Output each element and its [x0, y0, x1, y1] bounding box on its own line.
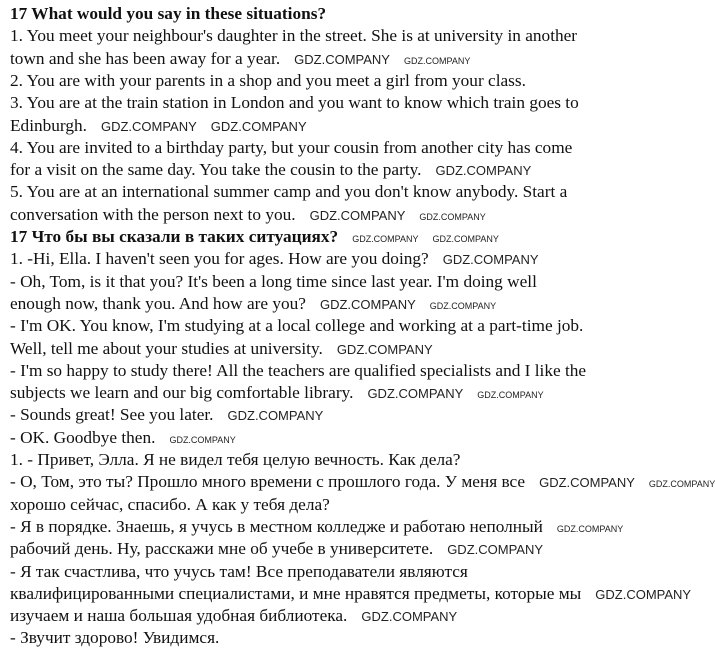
line-text: 2. You are with your parents in a shop and you meet a girl from your class.	[10, 70, 526, 90]
line-text: - Sounds great! See you later.	[10, 405, 214, 425]
watermark: GDZ.COMPANY	[477, 390, 544, 401]
line-text: Edinburgh.	[10, 115, 87, 135]
text-line	[10, 181, 567, 203]
text-line	[10, 538, 543, 560]
line-text: 17 What would you say in these situations?	[10, 4, 327, 23]
line-text: subjects we learn and our big comfortable library.	[10, 383, 354, 403]
watermark: GDZ.COMPANY	[556, 523, 624, 534]
watermark: GDZ.COMPANY	[294, 51, 390, 67]
watermark: GDZ.COMPANY	[447, 542, 544, 558]
watermark: GDZ.COMPANY	[169, 434, 236, 445]
text-line	[10, 315, 583, 337]
line-text: хорошо сейчас, спасибо. А как у тебя дела?	[10, 494, 330, 514]
text-line	[10, 404, 323, 426]
line-text: - Я так счастлива, что учусь там! Все преподаватели являются	[10, 561, 468, 581]
watermark: GDZ.COMPANY	[100, 118, 197, 134]
text-line	[10, 516, 623, 538]
watermark: GDZ.COMPANY	[336, 341, 433, 357]
section-title	[10, 3, 326, 25]
watermark: GDZ.COMPANY	[595, 586, 692, 602]
text-line	[10, 159, 531, 181]
text-line	[10, 48, 470, 70]
text-line	[10, 605, 457, 627]
watermark: GDZ.COMPANY	[442, 252, 539, 268]
text-line	[10, 382, 544, 404]
line-text: - Я в порядке. Знаешь, я учусь в местном колледже и работаю неполный	[10, 516, 543, 536]
watermark: GDZ.COMPANY	[367, 386, 464, 402]
text-line	[10, 449, 460, 471]
text-line	[10, 204, 486, 226]
line-text: for a visit on the same day. You take the cousin to the party.	[10, 160, 422, 180]
text-line	[10, 92, 579, 114]
line-text: town and she has been away for a year.	[10, 48, 281, 68]
line-text: 1. -Hi, Ella. I haven't seen you for ages. How are you doing?	[10, 249, 429, 269]
line-text: 1. - Привет, Элла. Я не видел тебя целую вечность. Как дела?	[10, 450, 461, 469]
section-title	[10, 226, 499, 248]
text-line	[10, 360, 586, 382]
watermark: GDZ.COMPANY	[227, 408, 324, 424]
text-line	[10, 293, 496, 315]
watermark: GDZ.COMPANY	[429, 300, 497, 311]
text-line	[10, 115, 307, 137]
watermark: GDZ.COMPANY	[539, 475, 635, 491]
line-text: enough now, thank you. And how are you?	[10, 293, 306, 313]
line-text: - OK. Goodbye then.	[10, 427, 156, 447]
text-line	[10, 271, 537, 293]
text-line	[10, 627, 219, 649]
text-line	[10, 338, 433, 360]
line-text: изучаем и наша большая удобная библиотека.	[10, 606, 348, 626]
line-text: квалифицированными специалистами, и мне нравятся предметы, которые мы	[10, 583, 582, 603]
text-line	[10, 471, 715, 493]
line-text: рабочий день. Ну, расскажи мне об учебе в университете.	[10, 539, 434, 559]
text-line	[10, 137, 572, 159]
watermark: GDZ.COMPANY	[309, 207, 406, 223]
line-text: - I'm so happy to study there! All the teachers are qualified specialists and I like the	[10, 360, 587, 380]
text-line	[10, 561, 468, 583]
line-text: Well, tell me about your studies at university.	[10, 338, 323, 358]
text-line	[10, 70, 526, 92]
line-text: - О, Том, это ты? Прошло много времени с прошлого года. У меня все	[10, 472, 526, 492]
watermark: GDZ.COMPANY	[319, 296, 416, 312]
watermark: GDZ.COMPANY	[210, 118, 307, 134]
watermark: GDZ.COMPANY	[432, 234, 499, 244]
watermark: GDZ.COMPANY	[361, 609, 458, 625]
text-line	[10, 248, 539, 270]
watermark: GDZ.COMPANY	[403, 55, 471, 66]
text-line	[10, 25, 577, 47]
line-text: 3. You are at the train station in London and you want to know which train goes to	[10, 93, 579, 113]
watermark: GDZ.COMPANY	[352, 234, 419, 244]
text-line	[10, 427, 236, 449]
watermark: GDZ.COMPANY	[419, 211, 486, 222]
line-text: conversation with the person next to you.	[10, 204, 296, 224]
line-text: 5. You are at an international summer camp and you don't know anybody. Start a	[10, 182, 568, 202]
line-text: - I'm OK. You know, I'm studying at a local college and working at a part-time job.	[10, 316, 584, 336]
line-text: 4. You are invited to a birthday party, but your cousin from another city has come	[10, 137, 573, 157]
text-line	[10, 494, 330, 516]
watermark: GDZ.COMPANY	[435, 163, 532, 179]
line-text: - Звучит здорово! Увидимся.	[10, 628, 220, 648]
line-text: 1. You meet your neighbour's daughter in the street. She is at university in another	[10, 26, 578, 46]
watermark: GDZ.COMPANY	[648, 479, 715, 490]
text-line	[10, 583, 691, 605]
line-text: - Oh, Tom, is it that you? It's been a long time since last year. I'm doing well	[10, 271, 537, 291]
line-text: 17 Что бы вы сказали в таких ситуациях?	[10, 227, 339, 246]
